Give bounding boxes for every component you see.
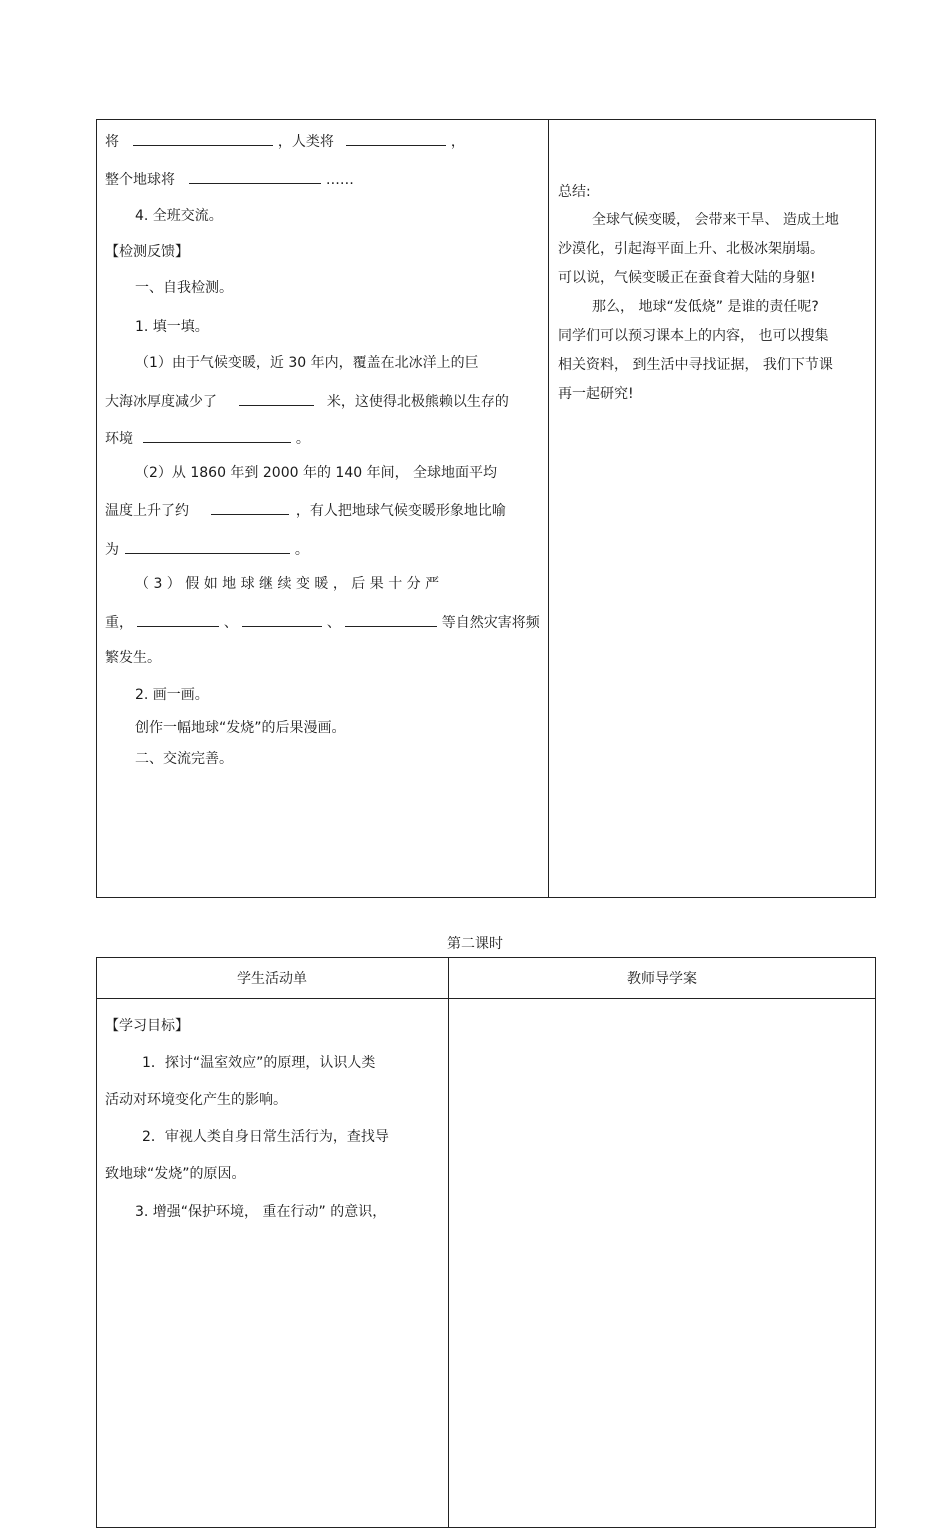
table-2-column-divider (448, 957, 449, 1528)
header-student-activity: 学生活动单 (237, 971, 307, 987)
question-3-line-2: 重， 、 、 等自然灾害将频 (105, 612, 540, 632)
draw-title: 2. 画一画。 (135, 687, 209, 703)
summary-line-6: 相关资料， 到生活中寻找证据， 我们下节课 (558, 357, 833, 373)
answer-blank[interactable] (133, 131, 273, 146)
summary-line-2: 沙漠化，引起海平面上升、北极冰架崩塌。 (558, 241, 824, 257)
summary-line-5: 同学们可以预习课本上的内容， 也可以搜集 (558, 328, 829, 344)
question-2-line-3: 为 。 (105, 539, 309, 559)
answer-blank[interactable] (239, 391, 314, 406)
answer-blank[interactable] (345, 612, 437, 627)
summary-line-1: 全球气候变暖， 会带来干旱、 造成土地 (592, 212, 839, 228)
question-1-line-3: 环境 。 (105, 428, 310, 448)
question-1-line-1: （1）由于气候变暖，近 30 年内，覆盖在北冰洋上的巨 (135, 355, 479, 371)
fill-line-1: 将 ，人类将 ， (105, 131, 465, 151)
worksheet-table-2 (96, 957, 876, 1528)
item-4: 4. 全班交流。 (135, 208, 223, 224)
header-teacher-guide: 教师导学案 (627, 971, 697, 987)
lesson-2-title: 第二课时 (447, 936, 503, 952)
answer-blank[interactable] (137, 612, 219, 627)
question-1-line-2: 大海冰厚度减少了 米，这使得北极熊赖以生存的 (105, 391, 509, 411)
summary-line-4: 那么， 地球“发低烧” 是谁的责任呢? (592, 299, 819, 315)
summary-line-3: 可以说，气候变暖正在蚕食着大陆的身躯! (558, 270, 816, 286)
answer-blank[interactable] (211, 500, 289, 515)
answer-blank[interactable] (189, 169, 321, 184)
goals-title: 【学习目标】 (105, 1018, 189, 1034)
question-2-line-1: （2）从 1860 年到 2000 年的 140 年间， 全球地面平均 (135, 465, 498, 481)
goal-2-line-2: 致地球“发烧”的原因。 (105, 1166, 246, 1182)
answer-blank[interactable] (143, 428, 291, 443)
draw-description: 创作一幅地球“发烧”的后果漫画。 (135, 720, 346, 736)
fill-title: 1. 填一填。 (135, 319, 209, 335)
goal-2-line-1: 2．审视人类自身日常生活行为，查找导 (142, 1129, 389, 1145)
table-1-column-divider (548, 119, 549, 898)
question-3-line-3: 繁发生。 (105, 650, 161, 666)
summary-title: 总结: (558, 184, 591, 200)
table-2-header-divider (96, 998, 876, 999)
question-3-line-1: （ 3 ） 假 如 地 球 继 续 变 暖 ， 后 果 十 分 严 (135, 576, 440, 592)
section-feedback-title: 【检测反馈】 (105, 244, 189, 260)
answer-blank[interactable] (346, 131, 446, 146)
answer-blank[interactable] (242, 612, 322, 627)
summary-line-7: 再一起研究! (558, 386, 634, 402)
goal-3-line-1: 3. 增强“保护环境， 重在行动” 的意识， (135, 1204, 387, 1220)
answer-blank[interactable] (125, 539, 290, 554)
exchange-heading: 二、交流完善。 (135, 751, 233, 767)
goal-1-line-2: 活动对环境变化产生的影响。 (105, 1092, 287, 1108)
fill-line-2: 整个地球将 …… (105, 169, 354, 189)
question-2-line-2: 温度上升了约 ，有人把地球气候变暖形象地比喻 (105, 500, 506, 520)
goal-1-line-1: 1．探讨“温室效应”的原理，认识人类 (142, 1055, 376, 1071)
self-check-heading: 一、自我检测。 (135, 280, 233, 296)
